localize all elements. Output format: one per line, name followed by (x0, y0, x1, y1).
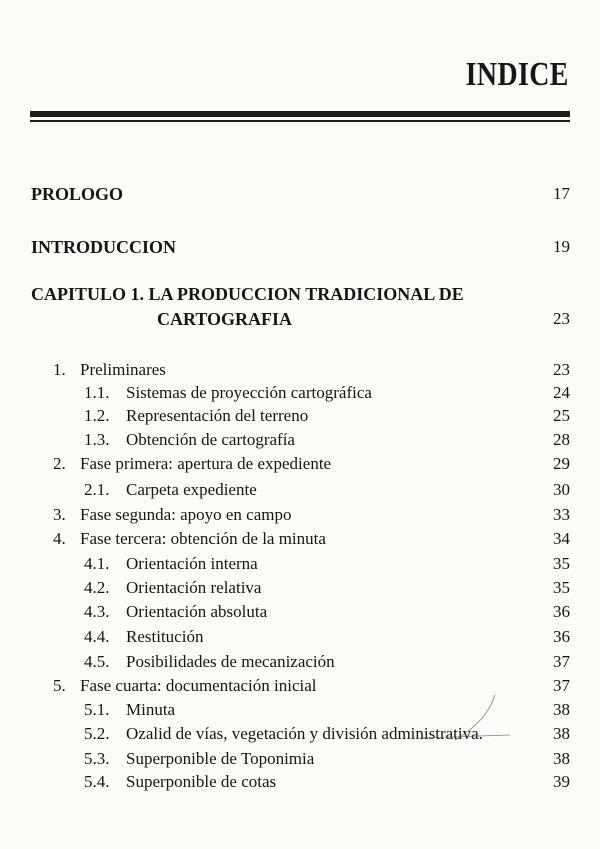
toc-entry-text: Fase tercera: obtención de la minuta (80, 529, 326, 548)
toc-page-number: 17 (553, 184, 570, 203)
toc-entry (0, 453, 600, 475)
toc-entry-number: 5.1. (84, 700, 110, 719)
leader-dots (408, 387, 510, 401)
leader-dots (132, 188, 510, 202)
toc-entry-text: Superponible de Toponimia (126, 749, 315, 768)
leader-dots (284, 558, 510, 572)
toc-entry-text: Obtención de cartografía (126, 430, 295, 449)
chapter-heading-line1: CAPITULO 1. LA PRODUCCION TRADICIONAL DE (31, 284, 464, 304)
toc-page-number: 30 (553, 480, 570, 499)
toc-entry-number: 5.3. (84, 749, 110, 768)
toc-page-number: 38 (553, 724, 570, 743)
leader-dots (222, 631, 510, 645)
toc-entry (0, 382, 600, 404)
toc-page-number: 35 (553, 554, 570, 573)
toc-page-number: 23 (553, 360, 570, 379)
leader-dots (286, 582, 510, 596)
toc-page-number: 38 (553, 749, 570, 768)
toc-entry (0, 359, 600, 381)
toc-entry-number: 5.2. (84, 724, 110, 743)
toc-entry-number: 1. (53, 360, 66, 379)
toc-page-number: 24 (553, 383, 570, 402)
page-title: INDICE (465, 56, 569, 93)
leader-dots (296, 606, 510, 620)
toc-entry-number: 4. (53, 529, 66, 548)
toc-entry (0, 553, 600, 575)
leader-dots (178, 241, 510, 255)
toc-entry-number: 5.4. (84, 772, 110, 791)
toc-entry-text: Sistemas de proyección cartográfica (126, 383, 372, 402)
leader-dots (280, 484, 510, 498)
title-rule-thin (30, 120, 570, 122)
toc-page-number: 39 (553, 772, 570, 791)
toc-page-number: 37 (553, 652, 570, 671)
toc-entry-text: CARTOGRAFIA (157, 309, 293, 329)
toc-entry-number: 1.3. (84, 430, 110, 449)
toc-entry-text: Posibilidades de mecanización (126, 652, 335, 671)
toc-entry-text: Representación del terreno (126, 406, 309, 425)
toc-entry-text: Fase cuarta: documentación inicial (80, 676, 317, 695)
toc-entry-number: 4.2. (84, 578, 110, 597)
toc-entry-number: 4.4. (84, 627, 110, 646)
leader-dots (364, 656, 510, 670)
toc-entry (0, 405, 600, 427)
leader-dots (372, 458, 510, 472)
leader-dots (190, 364, 510, 378)
toc-entry (0, 429, 600, 451)
leader-dots (300, 776, 510, 790)
toc-entry-prologo (0, 183, 600, 205)
toc-entry-number: 1.2. (84, 406, 110, 425)
toc-entry-number: 5. (53, 676, 66, 695)
toc-entry-text: Minuta (126, 700, 176, 719)
toc-entry-text: Ozalid de vías, vegetación y división administrativa. (126, 724, 483, 743)
toc-entry (0, 601, 600, 623)
toc-page-number: 23 (553, 309, 570, 328)
toc-entry (0, 771, 600, 793)
toc-entry-text: Orientación absoluta (126, 602, 268, 621)
leader-dots (326, 434, 510, 448)
leader-dots (366, 533, 510, 547)
chapter-heading-line2 (0, 308, 600, 330)
toc-entry-number: 4.1. (84, 554, 110, 573)
toc-entry (0, 528, 600, 550)
toc-page-number: 33 (553, 505, 570, 524)
toc-page-number: 28 (553, 430, 570, 449)
toc-entry-text: INTRODUCCION (31, 237, 177, 257)
toc-page-number: 38 (553, 700, 570, 719)
toc-entry (0, 504, 600, 526)
leader-dots (344, 753, 510, 767)
toc-entry-text: Superponible de cotas (126, 772, 277, 791)
toc-page-number: 36 (553, 627, 570, 646)
toc-page-number: 37 (553, 676, 570, 695)
title-rule-thick (30, 111, 570, 117)
toc-entry (0, 748, 600, 770)
toc-page-number: 29 (553, 454, 570, 473)
leader-dots (342, 410, 510, 424)
toc-entry-number: 4.3. (84, 602, 110, 621)
toc-entry-text: Fase primera: apertura de expediente (80, 454, 332, 473)
toc-entry-number: 2. (53, 454, 66, 473)
toc-page-number: 34 (553, 529, 570, 548)
leader-dots (326, 509, 510, 523)
toc-entry-text: Carpeta expediente (126, 480, 257, 499)
toc-entry (0, 651, 600, 673)
toc-entry-text: Orientación interna (126, 554, 258, 573)
toc-entry-text: PROLOGO (31, 184, 124, 204)
toc-page-number: 25 (553, 406, 570, 425)
toc-page-number: 36 (553, 602, 570, 621)
toc-entry (0, 479, 600, 501)
toc-entry-number: 3. (53, 505, 66, 524)
toc-entry-text: Preliminares (80, 360, 166, 379)
toc-entry-introduccion (0, 236, 600, 258)
toc-entry-number: 1.1. (84, 383, 110, 402)
toc-entry-number: 4.5. (84, 652, 110, 671)
pen-mark (380, 690, 520, 750)
toc-entry-text: Restitución (126, 627, 204, 646)
leader-dots (304, 313, 510, 327)
toc-entry-text: Orientación relativa (126, 578, 262, 597)
toc-entry-number: 2.1. (84, 480, 110, 499)
toc-page-number: 19 (553, 237, 570, 256)
toc-entry (0, 626, 600, 648)
toc-page-number: 35 (553, 578, 570, 597)
toc-entry (0, 577, 600, 599)
toc-entry-text: Fase segunda: apoyo en campo (80, 505, 292, 524)
